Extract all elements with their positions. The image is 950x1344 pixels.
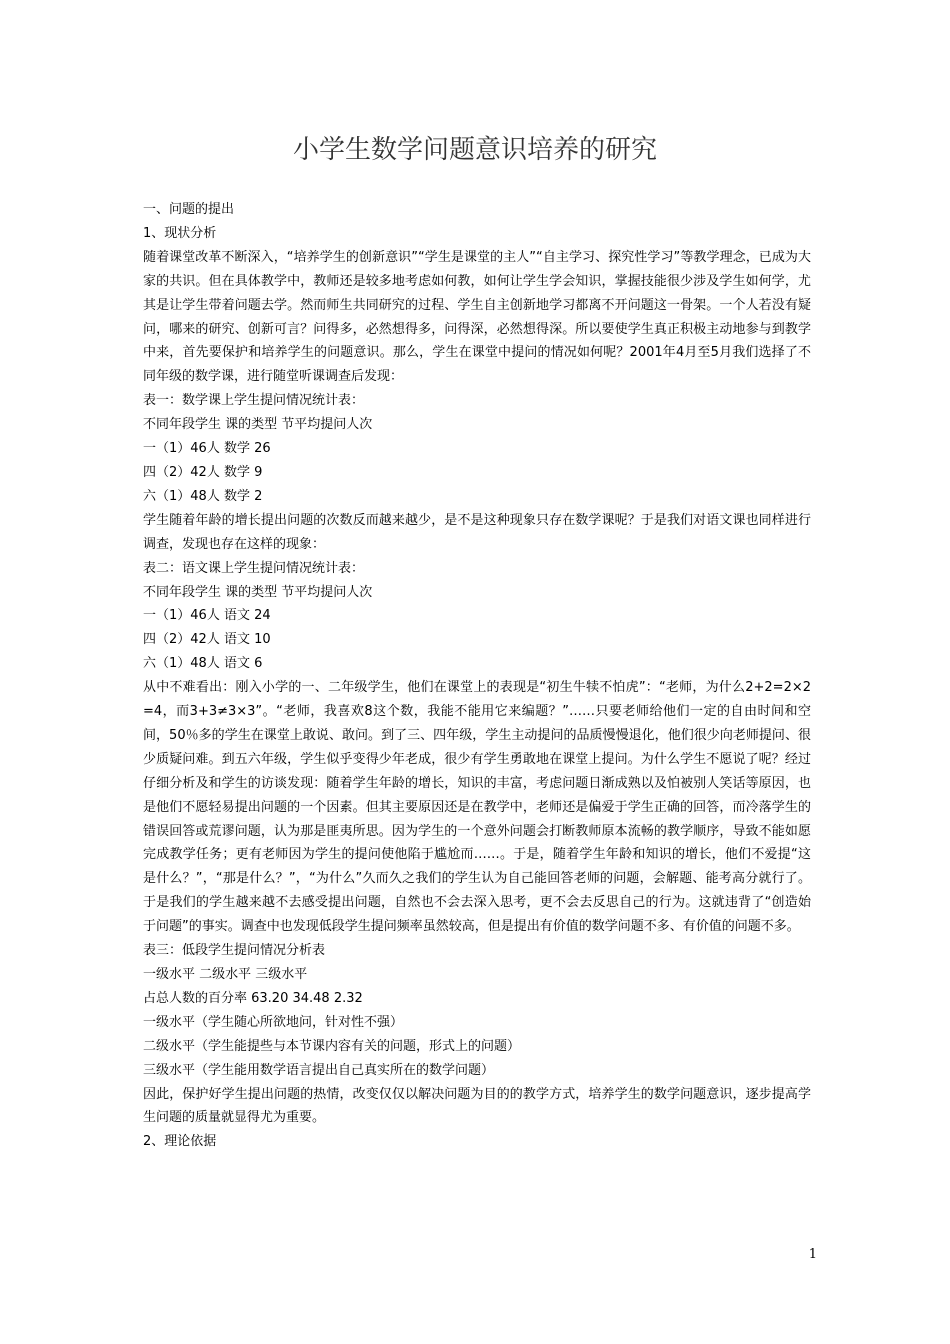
table-caption: 表二：语文课上学生提问情况统计表： <box>143 560 365 576</box>
table-row: 六（1）48人 数学 2 <box>143 488 263 504</box>
level-description: 三级水平（学生能用数学语言提出自己真实所在的数学问题） <box>143 1062 495 1078</box>
table-row: 一（1）46人 语文 24 <box>143 608 271 624</box>
level-description: 二级水平（学生能提些与本节课内容有关的问题，形式上的问题） <box>143 1038 521 1054</box>
table-row: 一（1）46人 数学 26 <box>143 441 271 457</box>
table-row: 六（1）48人 语文 6 <box>143 656 263 672</box>
body-paragraph: 从中不难看出：刚入小学的一、二年级学生，他们在课堂上的表现是“初生牛犊不怕虎”：“老师，为什么2+2=2×2=4，而3+3≠3×3”。“老师，我喜欢8这个数，我能不能用它来编题？”……只要老师给他们一定的自由时间和空间，50％多的学生在课堂上敢说、敢问。到了三、四年级，学生主动提问的品质慢慢退化，他们很少向老师提问、很少质疑问难。到五六年级，学生似乎变得少年老成，很少有学生勇敢地在课堂上提问。为什么学生不愿说了呢？经过仔细分析及和学生的访谈发现：随着学生年龄的增长，知识的丰富，考虑问题日渐成熟以及怕被别人笑话等原因，也是他们不愿轻易提出问题的一个因素。但其主要原因还是在教学中，老师还是偏爱于学生正确的回答，而冷落学生的错误回答或荒谬问题，认为那是匪夷所思。因为学生的一个意外问题会打断教师原本流畅的教学顺序，导致不能如愿完成教学任务；更有老师因为学生的提问使他陷于尴尬而……。于是，随着学生年龄和知识的增长，他们不爱提“这是什么？”，“那是什么？”，“为什么”久而久之我们的学生认为自己能回答老师的问题，会解题、能考高分就行了。于是我们的学生越来越不去感受提出问题，自然也不会去深入思考，更不会去反思自己的行为。这就违背了“创造始于问题”的事实。调查中也发现低段学生提问频率虽然较高，但是提出有价值的数学问题不多、有价值的问题不多。 <box>143 680 811 935</box>
subsection-heading: 2、理论依据 <box>143 1134 217 1150</box>
table-header-row: 不同年段学生 课的类型 节平均提问人次 <box>143 584 373 600</box>
document-title: 小学生数学问题意识培养的研究 <box>292 135 657 165</box>
table-row: 四（2）42人 数学 9 <box>143 464 263 480</box>
body-paragraph: 因此，保护好学生提出问题的热情，改变仅仅以解决问题为目的的教学方式，培养学生的数学问题意识，逐步提高学生问题的质量就显得尤为重要。 <box>143 1086 811 1126</box>
body-paragraph: 随着课堂改革不断深入，“培养学生的创新意识”“学生是课堂的主人”“自主学习、探究性学习”等教学理念，已成为大家的共识。但在具体教学中，教师还是较多地考虑如何教，如何让学生学会知识，掌握技能很少涉及学生如何学，尤其是让学生带着问题去学。然而师生共同研究的过程、学生自主创新地学习都离不开问题这一骨架。一个人若没有疑问，哪来的研究、创新可言？问得多，必然想得多，问得深，必然想得深。所以要使学生真正积极主动地参与到教学中来，首先要保护和培养学生的问题意识。那么，学生在课堂中提问的情况如何呢？2001年4月至5月我们选择了不同年级的数学课，进行随堂听课调查后发现： <box>143 249 811 385</box>
table-caption: 表三：低段学生提问情况分析表 <box>143 943 326 959</box>
table-caption: 表一：数学课上学生提问情况统计表： <box>143 393 365 409</box>
table-header-row: 一级水平 二级水平 三级水平 <box>143 967 308 982</box>
table-row: 四（2）42人 语文 10 <box>143 632 271 648</box>
section-heading: 一、问题的提出 <box>143 202 235 217</box>
document-body <box>143 198 811 1154</box>
body-paragraph: 学生随着年龄的增长提出问题的次数反而越来越少，是不是这种现象只存在数学课呢？于是我们对语文课也同样进行调查，发现也存在这样的现象： <box>143 512 811 552</box>
page-number: 1 <box>808 1247 817 1262</box>
table-header-row: 不同年段学生 课的类型 节平均提问人次 <box>143 417 373 433</box>
table-row: 占总人数的百分率 63.20 34.48 2.32 <box>143 990 363 1006</box>
subsection-heading: 1、现状分析 <box>143 225 217 241</box>
level-description: 一级水平（学生随心所欲地问，针对性不强） <box>143 1014 404 1030</box>
